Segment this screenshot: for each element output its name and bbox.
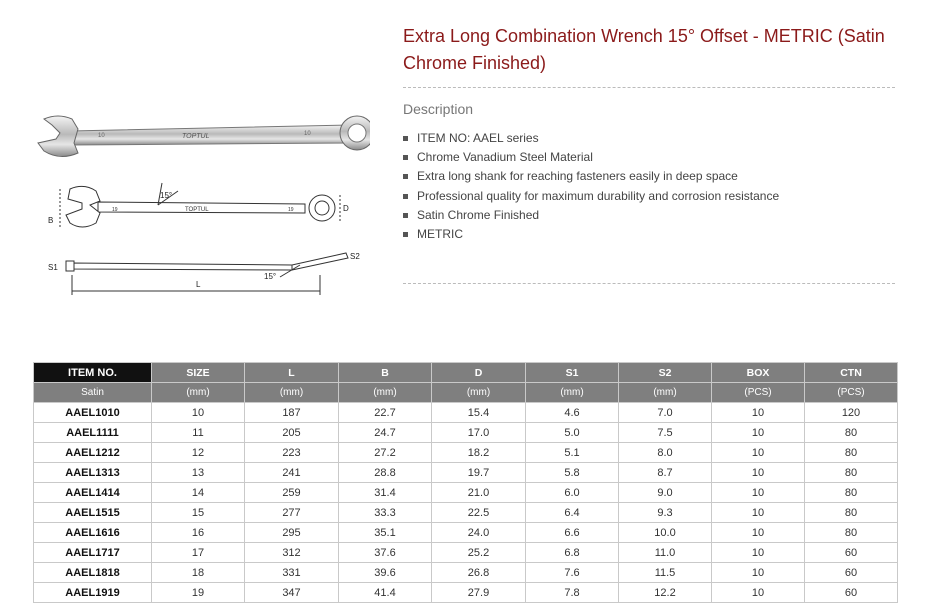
cell-l: 241 <box>245 463 339 483</box>
cell-b: 22.7 <box>339 403 432 423</box>
subheader-unit: (mm) <box>152 383 245 403</box>
cell-item-no: AAEL1616 <box>34 523 152 543</box>
header-s2: S2 <box>619 363 712 383</box>
cell-size: 17 <box>152 543 245 563</box>
cell-ctn: 80 <box>805 423 898 443</box>
angle-label-top: 15° <box>160 191 173 200</box>
cell-box: 10 <box>712 503 805 523</box>
bullet-icon <box>403 232 408 237</box>
cell-size: 15 <box>152 503 245 523</box>
cell-ctn: 80 <box>805 483 898 503</box>
cell-ctn: 120 <box>805 403 898 423</box>
table-row <box>34 503 898 523</box>
header-ctn: CTN <box>805 363 898 383</box>
cell-l: 347 <box>245 583 339 603</box>
cell-b: 35.1 <box>339 523 432 543</box>
table-row <box>34 423 898 443</box>
cell-ctn: 60 <box>805 563 898 583</box>
wrench-illustration <box>30 105 370 300</box>
title-divider <box>403 87 895 88</box>
dim-label-d: D <box>343 204 349 213</box>
cell-item-no: AAEL1919 <box>34 583 152 603</box>
table-row <box>34 463 898 483</box>
cell-l: 295 <box>245 523 339 543</box>
cell-b: 33.3 <box>339 503 432 523</box>
feature-text: Professional quality for maximum durability and corrosion resistance <box>417 188 780 203</box>
cell-s1: 5.1 <box>526 443 619 463</box>
table-row <box>34 563 898 583</box>
bullet-icon <box>403 136 408 141</box>
cell-s2: 8.7 <box>619 463 712 483</box>
cell-d: 24.0 <box>432 523 526 543</box>
product-figure <box>30 105 370 300</box>
cell-s2: 7.0 <box>619 403 712 423</box>
cell-d: 15.4 <box>432 403 526 423</box>
feature-item <box>403 167 779 186</box>
table-row <box>34 543 898 563</box>
photo-brand-text: TOPTUL <box>182 133 210 140</box>
cell-item-no: AAEL1212 <box>34 443 152 463</box>
cell-b: 39.6 <box>339 563 432 583</box>
cell-b: 24.7 <box>339 423 432 443</box>
cell-size: 12 <box>152 443 245 463</box>
feature-item <box>403 187 779 206</box>
cell-l: 277 <box>245 503 339 523</box>
photo-mark-right: 10 <box>304 131 311 137</box>
cell-b: 37.6 <box>339 543 432 563</box>
dim-label-s2: S2 <box>350 252 360 261</box>
cell-ctn: 80 <box>805 443 898 463</box>
cell-size: 14 <box>152 483 245 503</box>
table-row <box>34 583 898 603</box>
feature-text: Extra long shank for reaching fasteners easily in deep space <box>417 169 738 184</box>
diagram-mark-left: 19 <box>112 207 118 213</box>
cell-size: 19 <box>152 583 245 603</box>
header-item-no: ITEM NO. <box>34 363 152 383</box>
cell-box: 10 <box>712 563 805 583</box>
cell-box: 10 <box>712 423 805 443</box>
cell-s2: 9.0 <box>619 483 712 503</box>
cell-item-no: AAEL1515 <box>34 503 152 523</box>
subheader-unit: (mm) <box>339 383 432 403</box>
diagram-brand-text: TOPTUL <box>185 207 209 213</box>
angle-label-side: 15° <box>264 272 277 281</box>
feature-item <box>403 206 779 225</box>
description-divider <box>403 283 895 284</box>
subheader-unit: (PCS) <box>712 383 805 403</box>
wrench-diagram-side <box>48 252 360 295</box>
cell-item-no: AAEL1414 <box>34 483 152 503</box>
subheader-unit: (PCS) <box>805 383 898 403</box>
cell-ctn: 60 <box>805 583 898 603</box>
cell-s2: 7.5 <box>619 423 712 443</box>
cell-d: 18.2 <box>432 443 526 463</box>
table-body <box>34 403 898 603</box>
wrench-diagram-top <box>48 183 349 229</box>
feature-item <box>403 148 779 167</box>
cell-l: 259 <box>245 483 339 503</box>
cell-box: 10 <box>712 523 805 543</box>
cell-size: 11 <box>152 423 245 443</box>
cell-b: 28.8 <box>339 463 432 483</box>
feature-item <box>403 129 779 148</box>
subheader-finish: Satin <box>34 383 152 403</box>
cell-s2: 8.0 <box>619 443 712 463</box>
description-heading: Description <box>403 101 474 117</box>
feature-text: Satin Chrome Finished <box>417 207 540 222</box>
cell-s2: 11.0 <box>619 543 712 563</box>
feature-text: Chrome Vanadium Steel Material <box>417 150 593 165</box>
cell-ctn: 80 <box>805 503 898 523</box>
cell-d: 19.7 <box>432 463 526 483</box>
cell-d: 25.2 <box>432 543 526 563</box>
bullet-icon <box>403 194 408 199</box>
table-row <box>34 483 898 503</box>
cell-s1: 6.4 <box>526 503 619 523</box>
cell-s1: 6.0 <box>526 483 619 503</box>
feature-list <box>403 129 779 244</box>
cell-ctn: 60 <box>805 543 898 563</box>
header-s1: S1 <box>526 363 619 383</box>
table-row <box>34 523 898 543</box>
cell-l: 331 <box>245 563 339 583</box>
header-l: L <box>245 363 339 383</box>
cell-s1: 7.6 <box>526 563 619 583</box>
cell-s1: 5.0 <box>526 423 619 443</box>
feature-item <box>403 225 779 244</box>
product-title: Extra Long Combination Wrench 15° Offset - METRIC (Satin Chrome Finished) <box>403 26 885 73</box>
cell-s1: 5.8 <box>526 463 619 483</box>
cell-size: 10 <box>152 403 245 423</box>
cell-item-no: AAEL1313 <box>34 463 152 483</box>
dim-label-l: L <box>196 280 201 289</box>
subheader-unit: (mm) <box>432 383 526 403</box>
cell-d: 27.9 <box>432 583 526 603</box>
cell-b: 27.2 <box>339 443 432 463</box>
cell-s2: 11.5 <box>619 563 712 583</box>
cell-item-no: AAEL1111 <box>34 423 152 443</box>
subheader-unit: (mm) <box>619 383 712 403</box>
cell-ctn: 80 <box>805 463 898 483</box>
cell-d: 21.0 <box>432 483 526 503</box>
dim-label-b: B <box>48 216 54 225</box>
feature-text: ITEM NO: AAEL series <box>417 131 539 145</box>
header-d: D <box>432 363 526 383</box>
cell-l: 187 <box>245 403 339 423</box>
dim-label-s1: S1 <box>48 263 58 272</box>
bullet-icon <box>403 213 408 218</box>
cell-d: 22.5 <box>432 503 526 523</box>
wrench-photo <box>38 116 370 157</box>
cell-d: 26.8 <box>432 563 526 583</box>
cell-size: 16 <box>152 523 245 543</box>
table-header-row <box>34 363 898 383</box>
table-row <box>34 403 898 423</box>
cell-s1: 4.6 <box>526 403 619 423</box>
cell-d: 17.0 <box>432 423 526 443</box>
header-box: BOX <box>712 363 805 383</box>
cell-l: 312 <box>245 543 339 563</box>
cell-ctn: 80 <box>805 523 898 543</box>
photo-mark-left: 10 <box>98 133 105 139</box>
cell-item-no: AAEL1010 <box>34 403 152 423</box>
cell-item-no: AAEL1818 <box>34 563 152 583</box>
cell-size: 18 <box>152 563 245 583</box>
specs-table <box>33 362 898 603</box>
table-row <box>34 443 898 463</box>
bullet-icon <box>403 155 408 160</box>
cell-box: 10 <box>712 583 805 603</box>
cell-s2: 10.0 <box>619 523 712 543</box>
cell-l: 205 <box>245 423 339 443</box>
subheader-unit: (mm) <box>245 383 339 403</box>
table-subheader-row <box>34 383 898 403</box>
cell-b: 41.4 <box>339 583 432 603</box>
cell-box: 10 <box>712 403 805 423</box>
cell-s2: 9.3 <box>619 503 712 523</box>
cell-box: 10 <box>712 443 805 463</box>
cell-s1: 6.8 <box>526 543 619 563</box>
cell-s1: 6.6 <box>526 523 619 543</box>
cell-b: 31.4 <box>339 483 432 503</box>
subheader-unit: (mm) <box>526 383 619 403</box>
cell-box: 10 <box>712 543 805 563</box>
bullet-icon <box>403 174 408 179</box>
feature-text: METRIC <box>417 226 463 241</box>
cell-s2: 12.2 <box>619 583 712 603</box>
diagram-mark-right: 19 <box>288 207 294 213</box>
cell-size: 13 <box>152 463 245 483</box>
cell-item-no: AAEL1717 <box>34 543 152 563</box>
header-b: B <box>339 363 432 383</box>
cell-s1: 7.8 <box>526 583 619 603</box>
header-size: SIZE <box>152 363 245 383</box>
cell-l: 223 <box>245 443 339 463</box>
cell-box: 10 <box>712 463 805 483</box>
cell-box: 10 <box>712 483 805 503</box>
